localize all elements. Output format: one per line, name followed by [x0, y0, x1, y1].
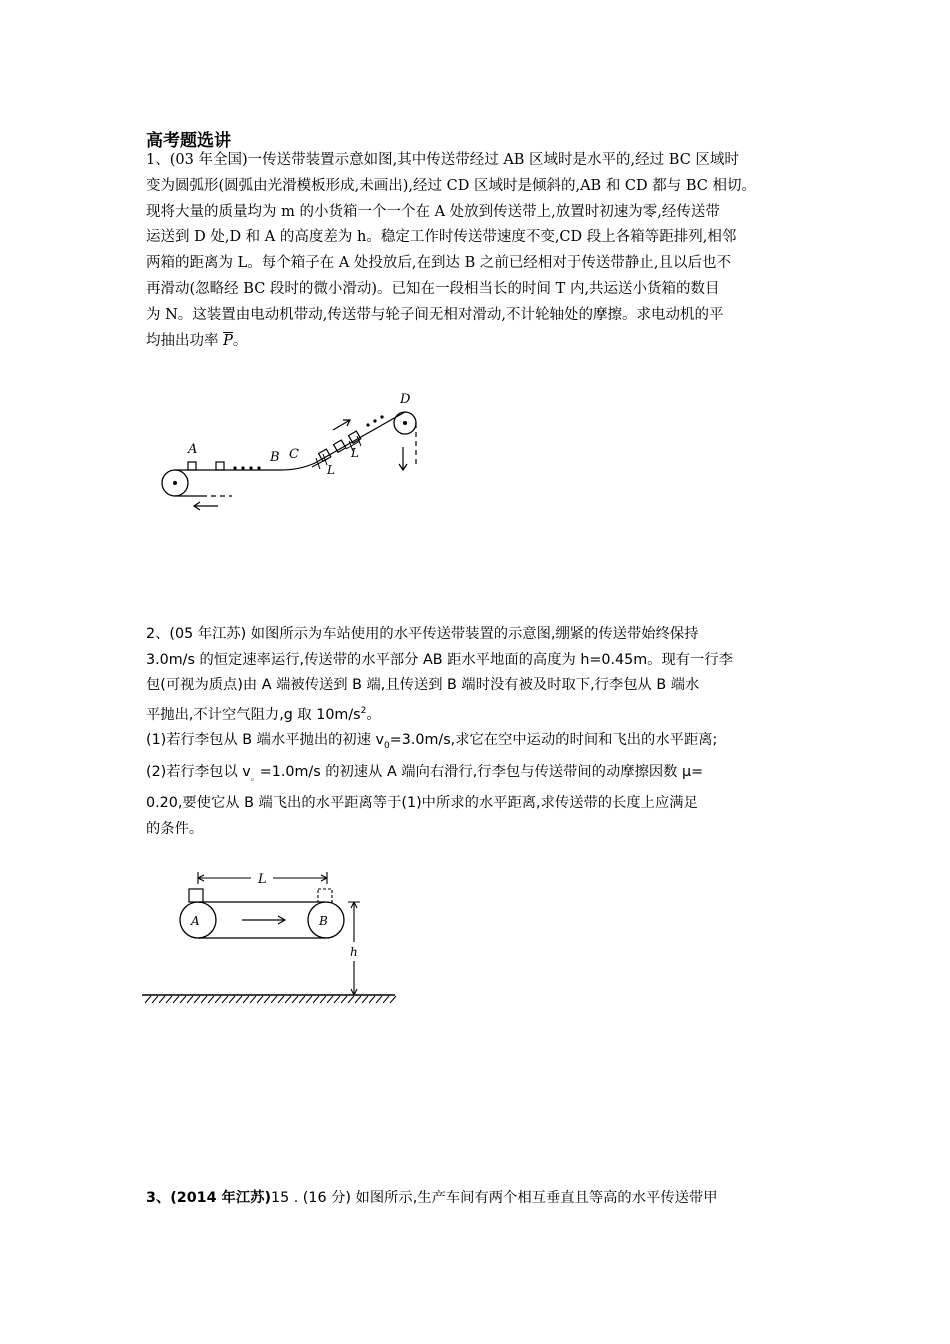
dot — [380, 415, 383, 418]
problem-1-line: 再滑动(忽略经 BC 段时的微小滑动)。已知在一段相当长的时间 T 内,共运送小货箱的数目 — [146, 280, 720, 297]
cargo-box — [188, 462, 196, 470]
problem-1-line: 变为圆弧形(圆弧由光滑模板形成,未画出),经过 CD 区域时是倾斜的,AB 和 CD 都与 BC 相切。 — [146, 177, 756, 194]
return-arrow — [194, 502, 218, 510]
label-C: C — [289, 447, 299, 462]
last-line-prefix: 均抽出功率 — [146, 332, 219, 349]
line4-prefix: 平抛出,不计空气阻力,g 取 10m/s — [146, 706, 361, 723]
q1-suffix: =3.0m/s,求它在空中运动的时间和飞出的水平距离; — [389, 732, 718, 749]
dot — [241, 466, 244, 469]
dot — [373, 419, 376, 422]
conveyor-figure-2 — [140, 858, 405, 1008]
label-L2: L — [351, 446, 359, 460]
ground-hatching — [145, 996, 396, 1003]
cargo-box — [216, 462, 224, 470]
problem-1-last-line — [146, 329, 808, 355]
label-B: B — [270, 450, 280, 465]
q1-sub: 0 — [384, 741, 390, 751]
q2-suffix: =1.0m/s 的初速从 A 端向右滑行,行李包与传送带间的动摩擦因数 μ= — [259, 763, 704, 780]
line4-sup: 2 — [360, 705, 367, 716]
problem-3-prefix: 3、(2014 年江苏) — [146, 1190, 271, 1206]
left-pulley-axle — [173, 481, 177, 485]
label-L: L — [258, 872, 267, 887]
problem-1-line: 为 N。这装置由电动机带动,传送带与轮子间无相对滑动,不计轮轴处的摩擦。求电动机的平 — [146, 306, 724, 323]
conveyor-figure-1 — [150, 385, 430, 520]
question-2 — [146, 760, 808, 791]
problem-3-body: 15 . (16 分) 如图所示,生产车间有两个相互垂直且等高的水平传送带甲 — [270, 1190, 718, 1206]
label-A: A — [191, 914, 200, 928]
question-1 — [146, 728, 808, 759]
problem-2-line: 3.0m/s 的恒定速率运行,传送带的水平部分 AB 距水平地面的高度为 h=0.45m。现有一行李 — [146, 651, 733, 668]
problem-3-text — [146, 1186, 808, 1212]
right-pulley-axle — [403, 421, 407, 425]
direction-arrow — [242, 916, 285, 924]
power-symbol: $\overline{P}$ — [223, 332, 233, 349]
q1-prefix: (1)若行李包从 B 端水平抛出的初速 v — [146, 732, 385, 749]
problem-1-line: 两箱的距离为 L。每个箱子在 A 处投放后,在到达 B 之前已经相对于传送带静止,且以后也不 — [146, 255, 732, 272]
problem-2-line: 2、(05 年江苏) 如图所示为车站使用的水平传送带装置的示意图,绷紧的传送带始终保持 — [146, 626, 699, 642]
problem-1-line: 现将大量的质量均为 m 的小货箱一个一个在 A 处放到传送带上,放置时初速为零,经传送带 — [146, 203, 720, 220]
problem-2-text — [146, 622, 808, 842]
q2-prefix: (2)若行李包以 v — [146, 763, 251, 780]
dot — [233, 466, 236, 469]
section-title: 高考题选讲 — [146, 131, 231, 151]
question-2-line-2: 0.20,要使它从 B 端飞出的水平距离等于(1)中所求的水平距离,求传送带的长度上应满足 — [146, 795, 698, 812]
dot — [249, 466, 252, 469]
luggage-box — [189, 889, 203, 902]
incline-arrow — [333, 420, 350, 430]
label-D: D — [400, 392, 411, 407]
label-h: h — [350, 945, 358, 959]
question-2-line-3: 的条件。 — [146, 820, 204, 837]
dot — [366, 423, 369, 426]
down-arrow — [399, 447, 407, 470]
label-B: B — [319, 914, 328, 928]
luggage-box-dashed — [318, 889, 332, 902]
problem-2-line: 包(可视为质点)由 A 端被传送到 B 端,且传送到 B 端时没有被及时取下,行李包从 B 端水 — [146, 677, 700, 694]
label-L1: L — [327, 463, 335, 477]
problem-1-line: 运送到 D 处,D 和 A 的高度差为 h。稳定工作时传送带速度不变,CD 段上各箱等距排列,相邻 — [146, 229, 737, 246]
dot — [257, 466, 260, 469]
label-A: A — [188, 442, 198, 457]
line4-suffix: 。 — [366, 706, 381, 723]
q2-sub: 。 — [250, 772, 260, 783]
problem-3-line — [146, 1186, 808, 1212]
problem-1-text — [146, 148, 808, 354]
problem-1-line: 1、(03 年全国)一传送带装置示意如图,其中传送带经过 AB 区域时是水平的,经过 BC 区域时 — [146, 152, 739, 168]
problem-2-line-4 — [146, 699, 808, 728]
last-line-suffix: 。 — [232, 332, 248, 349]
